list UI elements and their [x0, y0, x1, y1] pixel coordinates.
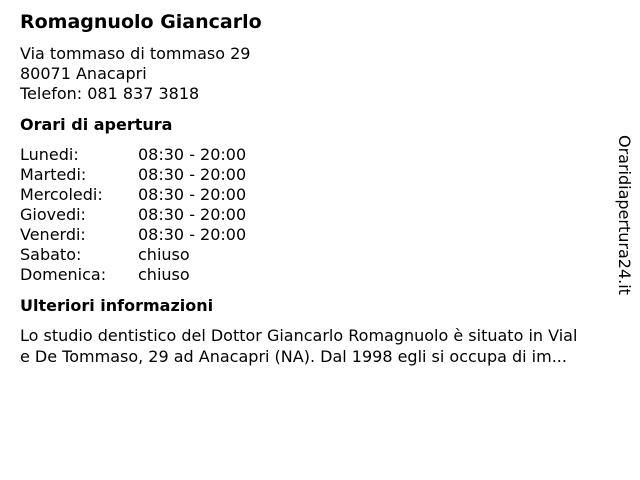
hours-row-sunday [20, 265, 630, 285]
phone-number: Telefon: 081 837 3818 [20, 84, 200, 103]
hours-value: chiuso [138, 245, 190, 264]
hours-row-friday [20, 225, 630, 245]
hours-value: 08:30 - 20:00 [138, 205, 247, 224]
street-address: Via tommaso di tommaso 29 [20, 44, 251, 63]
hours-value: 08:30 - 20:00 [138, 185, 247, 204]
business-card [20, 10, 630, 367]
hours-row-tuesday [20, 165, 630, 185]
day-label: Giovedi: [20, 205, 86, 224]
city-postcode: 80071 Anacapri [20, 64, 147, 83]
day-label: Sabato: [20, 245, 82, 264]
hours-value: 08:30 - 20:00 [138, 145, 247, 164]
business-name: Romagnuolo Giancarlo [20, 11, 262, 33]
site-watermark: Oraridiapertura24.it [615, 135, 634, 295]
info-line: e De Tommaso, 29 ad Anacapri (NA). Dal 1998 egli si occupa di im... [20, 347, 567, 366]
opening-hours-heading: Orari di apertura [20, 115, 173, 134]
hours-value: 08:30 - 20:00 [138, 165, 247, 184]
further-info-heading: Ulteriori informazioni [20, 296, 214, 315]
hours-row-monday [20, 145, 630, 165]
day-label: Domenica: [20, 265, 107, 284]
hours-value: chiuso [138, 265, 190, 284]
hours-row-wednesday [20, 185, 630, 205]
day-label: Venerdi: [20, 225, 86, 244]
info-line: Lo studio dentistico del Dottor Giancarlo Romagnuolo è situato in Vial [20, 326, 578, 345]
hours-value: 08:30 - 20:00 [138, 225, 247, 244]
hours-row-thursday [20, 205, 630, 225]
hours-row-saturday [20, 245, 630, 265]
address-block [20, 44, 630, 104]
day-label: Martedi: [20, 165, 87, 184]
day-label: Mercoledi: [20, 185, 103, 204]
opening-hours-table [20, 145, 630, 285]
day-label: Lunedi: [20, 145, 79, 164]
further-info-text [20, 325, 630, 367]
